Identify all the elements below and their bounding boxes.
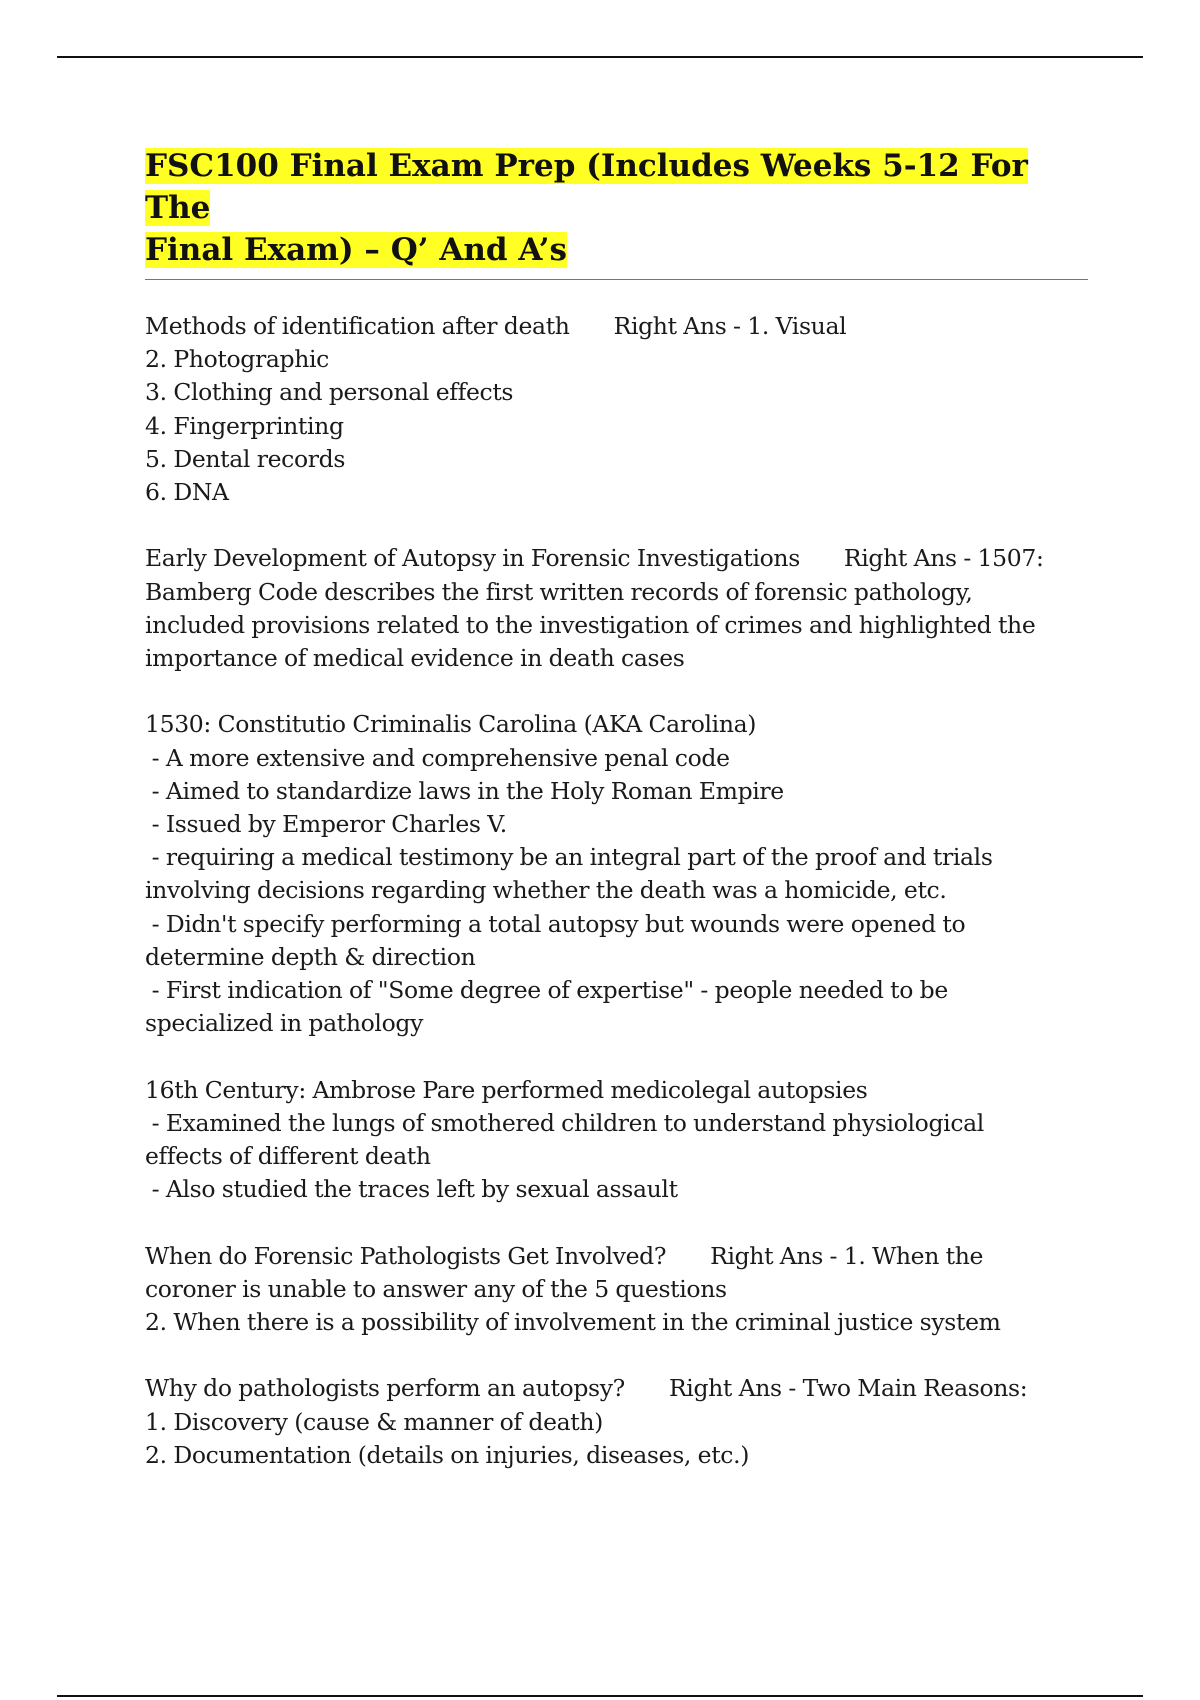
answer-line: - Aimed to standardize laws in the Holy Roman Empire <box>145 776 784 805</box>
answer-text: Right Ans - 1. Visual <box>613 312 847 340</box>
answer-line: 2. When there is a possibility of involvement in the criminal justice system <box>145 1308 1001 1337</box>
qa-entry <box>145 1240 1090 1340</box>
qa-entry <box>145 1074 1090 1207</box>
answer-line: importance of medical evidence in death cases <box>145 644 685 673</box>
answer-line: - Didn't specify performing a total autopsy but wounds were opened to <box>145 909 966 938</box>
answer-line: 16th Century: Ambrose Pare performed medicolegal autopsies <box>145 1075 868 1104</box>
answer-line: - Examined the lungs of smothered children to understand physiological <box>145 1108 984 1137</box>
title-underline <box>145 279 1088 280</box>
answer-line: 2. Documentation (details on injuries, diseases, etc.) <box>145 1440 750 1469</box>
answer-line: 1530: Constitutio Criminalis Carolina (AKA Carolina) <box>145 710 757 739</box>
top-rule <box>57 56 1143 58</box>
answer-line: - requiring a medical testimony be an integral part of the proof and trials <box>145 843 993 872</box>
answer-text: Right Ans - 1. When the <box>710 1241 984 1270</box>
question-text: Methods of identification after death <box>145 312 570 340</box>
answer-line: effects of different death <box>145 1142 431 1171</box>
answer-line: 1. Discovery (cause & manner of death) <box>145 1407 603 1436</box>
bottom-rule <box>57 1695 1143 1697</box>
qa-entry <box>145 1372 1090 1472</box>
answer-line: - First indication of "Some degree of expertise" - people needed to be <box>145 976 948 1005</box>
qa-entry <box>145 310 1090 509</box>
answer-line: - Issued by Emperor Charles V. <box>145 810 507 839</box>
answer-line: 2. Photographic <box>145 345 329 374</box>
qa-question-line <box>145 542 1090 575</box>
qa-content <box>145 310 1090 1472</box>
qa-question-line <box>145 1372 1090 1405</box>
document-page <box>145 145 1090 1505</box>
title-line-2: Final Exam) – Q’ And A’s <box>145 232 567 268</box>
qa-entry <box>145 542 1090 675</box>
answer-text: Right Ans - 1507: <box>843 544 1044 573</box>
answer-line: - Also studied the traces left by sexual assault <box>145 1175 678 1204</box>
answer-line: 4. Fingerprinting <box>145 411 344 440</box>
answer-line: coroner is unable to answer any of the 5 questions <box>145 1274 727 1303</box>
question-text: Why do pathologists perform an autopsy? <box>145 1374 625 1403</box>
qa-question-line <box>145 310 1090 343</box>
question-text: When do Forensic Pathologists Get Involved? <box>145 1241 667 1270</box>
answer-line: - A more extensive and comprehensive penal code <box>145 743 730 772</box>
answer-line: included provisions related to the investigation of crimes and highlighted the <box>145 610 1036 639</box>
qa-entry <box>145 708 1090 1040</box>
answer-text: Right Ans - Two Main Reasons: <box>668 1374 1028 1403</box>
answer-line: Bamberg Code describes the first written records of forensic pathology, <box>145 577 973 606</box>
answer-line: 3. Clothing and personal effects <box>145 378 514 407</box>
answer-line: specialized in pathology <box>145 1009 424 1038</box>
answer-line: involving decisions regarding whether the death was a homicide, etc. <box>145 876 947 905</box>
document-title <box>145 145 1090 271</box>
answer-line: 5. Dental records <box>145 444 346 473</box>
answer-line: 6. DNA <box>145 478 229 507</box>
question-text: Early Development of Autopsy in Forensic Investigations <box>145 544 800 573</box>
answer-line: determine depth & direction <box>145 942 476 971</box>
title-line-1: FSC100 Final Exam Prep (Includes Weeks 5-12 For The <box>145 148 1028 226</box>
qa-question-line <box>145 1240 1090 1273</box>
